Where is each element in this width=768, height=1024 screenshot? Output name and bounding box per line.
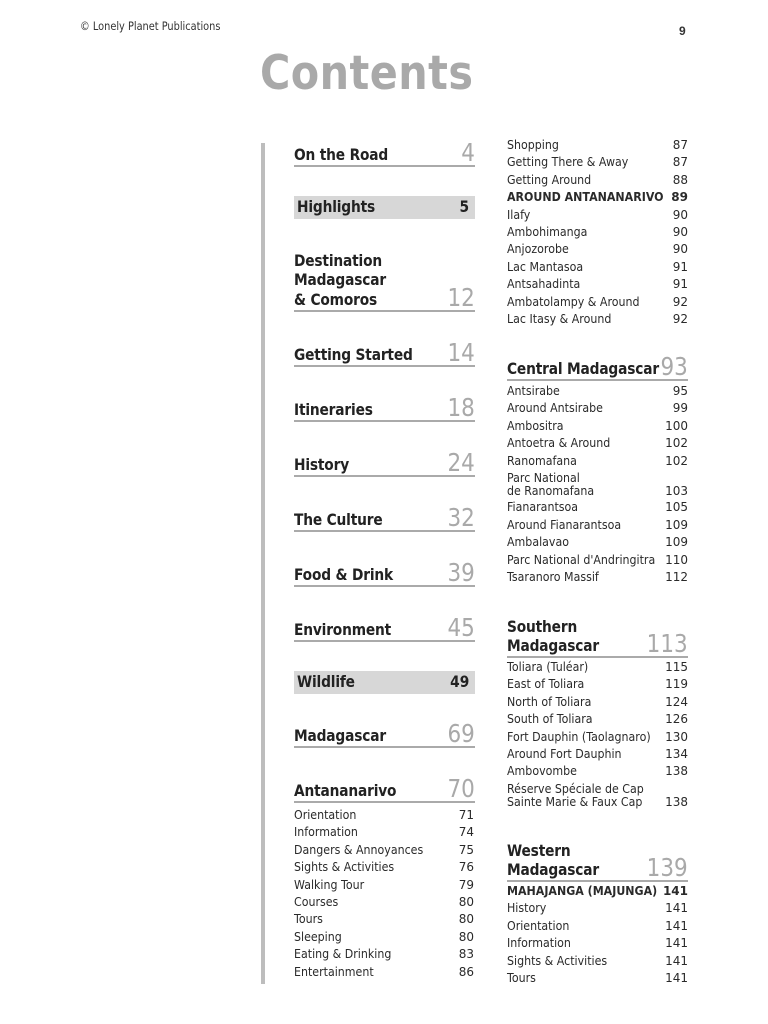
toc-entry[interactable]: [294, 964, 474, 981]
entry-page: 141: [662, 884, 688, 898]
entry-page: 95: [672, 384, 688, 398]
entry-title: Ambalavao: [507, 535, 569, 550]
toc-entry[interactable]: [507, 311, 688, 328]
toc-entry[interactable]: [294, 824, 474, 841]
entry-page: 88: [672, 172, 688, 187]
chapter-history[interactable]: [294, 450, 475, 477]
entry-page: 102: [665, 436, 688, 451]
chapter-highlights[interactable]: [294, 196, 475, 219]
entry-title: Orientation: [294, 808, 357, 822]
toc-entry[interactable]: [507, 781, 688, 811]
entry-title: Toliara (Tuléar): [507, 660, 589, 674]
entry-page: 141: [665, 953, 688, 968]
entry-page: 92: [672, 294, 688, 309]
chapter-page: 4: [461, 138, 475, 167]
entry-title: Réserve Spéciale de Cap Sainte Marie & Faux Cap: [507, 781, 644, 809]
entry-page: 80: [458, 894, 474, 909]
chapter-wildlife[interactable]: [294, 671, 475, 694]
chapter-page: 12: [447, 283, 475, 312]
chapter-title: History: [294, 455, 350, 474]
entry-title: Fianarantsoa: [507, 500, 579, 515]
entry-page: 102: [665, 453, 688, 468]
copyright-notice: © Lonely Planet Publications: [80, 19, 221, 33]
chapter-on-the-road[interactable]: [294, 140, 475, 167]
entry-title: Antsirabe: [507, 384, 560, 398]
toc-entry[interactable]: [507, 676, 688, 693]
toc-entry[interactable]: [507, 137, 688, 154]
chapter-central-madagascar[interactable]: [507, 353, 688, 381]
entry-title: Ambositra: [507, 418, 564, 433]
toc-entry[interactable]: [507, 259, 688, 276]
chapter-page: 139: [646, 853, 688, 882]
entry-title: AROUND ANTANANARIVO: [507, 190, 664, 205]
entry-title: North of Toliara: [507, 694, 592, 709]
toc-section-heading[interactable]: [507, 883, 688, 900]
chapter-page: 45: [447, 613, 475, 642]
entry-page: 83: [458, 947, 474, 962]
chapter-page: 5: [459, 197, 469, 216]
entry-title: Around Fort Dauphin: [507, 746, 622, 761]
toc-entry[interactable]: [507, 659, 688, 676]
entry-page: 71: [458, 808, 474, 822]
entry-title: East of Toliara: [507, 677, 585, 692]
entry-title: Antsahadinta: [507, 277, 581, 292]
entry-page: 141: [665, 918, 688, 933]
entry-title: Around Antsirabe: [507, 401, 603, 416]
toc-entry[interactable]: [507, 435, 688, 452]
toc-entry[interactable]: [294, 842, 474, 859]
entry-title: Tours: [507, 970, 536, 985]
chapter-page: 14: [447, 338, 475, 367]
chapter-title: Itineraries: [294, 400, 373, 419]
toc-entry[interactable]: [507, 154, 688, 171]
entry-page: 100: [665, 418, 688, 433]
entry-page: 75: [458, 842, 474, 857]
toc-entry[interactable]: [294, 946, 474, 963]
entry-page: 87: [672, 138, 688, 152]
entry-page: 80: [458, 912, 474, 927]
chapter-the-culture[interactable]: [294, 505, 475, 532]
entry-page: 126: [665, 712, 688, 727]
antananarivo-entries: [294, 807, 474, 981]
antananarivo-continued-entries: [507, 137, 688, 328]
entry-page: 138: [665, 764, 688, 779]
chapter-destination[interactable]: [294, 250, 475, 312]
entry-page: 90: [672, 224, 688, 239]
entry-title: Shopping: [507, 138, 559, 152]
chapter-getting-started[interactable]: [294, 340, 475, 367]
chapter-page: 24: [447, 448, 475, 477]
chapter-title: Western Madagascar: [507, 841, 599, 879]
chapter-title: Madagascar: [294, 726, 386, 745]
toc-entry[interactable]: [507, 224, 688, 241]
chapter-title: Getting Started: [294, 345, 413, 364]
toc-entry[interactable]: [507, 935, 688, 952]
toc-entry[interactable]: [507, 711, 688, 728]
chapter-page: 49: [449, 672, 469, 691]
entry-title: Ranomafana: [507, 453, 577, 468]
toc-entry[interactable]: [507, 400, 688, 417]
chapter-environment[interactable]: [294, 615, 475, 642]
toc-entry[interactable]: [507, 276, 688, 293]
toc-entry[interactable]: [507, 746, 688, 763]
chapter-title: Antananarivo: [294, 781, 397, 800]
entry-page: 90: [672, 242, 688, 257]
chapter-title: Highlights: [297, 197, 376, 216]
entry-page: 124: [665, 694, 688, 709]
toc-entry[interactable]: [507, 470, 688, 500]
chapter-page: 93: [660, 352, 688, 381]
toc-entry[interactable]: [507, 534, 688, 551]
entry-title: Anjozorobe: [507, 242, 569, 257]
entry-title: Sights & Activities: [507, 953, 608, 968]
toc-entry[interactable]: [507, 729, 688, 746]
chapter-title: Destination Madagascar & Comoros: [294, 250, 386, 309]
toc-entry[interactable]: [507, 569, 688, 586]
entry-title: Sights & Activities: [294, 860, 395, 875]
entry-page: 99: [672, 401, 688, 416]
chapter-title: Environment: [294, 620, 392, 639]
entry-page: 141: [665, 901, 688, 916]
entry-page: 90: [672, 207, 688, 222]
chapter-title: Southern Madagascar: [507, 617, 599, 655]
chapter-title: On the Road: [294, 145, 389, 164]
toc-entry[interactable]: [294, 911, 474, 928]
entry-page: 86: [458, 964, 474, 979]
entry-title: Lac Mantasoa: [507, 259, 584, 274]
entry-page: 141: [665, 970, 688, 985]
entry-page: 91: [672, 259, 688, 274]
western-entries: [507, 883, 688, 987]
toc-entry[interactable]: [294, 807, 474, 824]
entry-title: Antoetra & Around: [507, 436, 611, 451]
entry-title: MAHAJANGA (MAJUNGA): [507, 884, 658, 898]
entry-page: 91: [672, 277, 688, 292]
chapter-antananarivo[interactable]: [294, 776, 475, 803]
toc-entry[interactable]: [294, 894, 474, 911]
toc-entry[interactable]: [507, 970, 688, 987]
entry-title: Ambohimanga: [507, 224, 588, 239]
entry-title: Lac Itasy & Around: [507, 311, 612, 326]
chapter-page: 32: [447, 503, 475, 532]
toc-entry[interactable]: [507, 453, 688, 470]
toc-entry[interactable]: [294, 877, 474, 894]
entry-title: Getting Around: [507, 172, 592, 187]
chapter-page: 69: [447, 719, 475, 748]
entry-page: 141: [665, 936, 688, 951]
entry-title: Getting There & Away: [507, 155, 629, 170]
toc-entry[interactable]: [507, 953, 688, 970]
entry-title: Ilafy: [507, 207, 531, 222]
contents-rule: [261, 143, 265, 984]
entry-title: Ambatolampy & Around: [507, 294, 640, 309]
entry-page: 80: [458, 929, 474, 944]
entry-title: Sleeping: [294, 929, 342, 944]
entry-title: Parc National d'Andringitra: [507, 552, 656, 567]
toc-entry[interactable]: [507, 694, 688, 711]
entry-title: Dangers & Annoyances: [294, 842, 424, 857]
toc-entry[interactable]: [507, 517, 688, 534]
page-title: Contents: [260, 46, 474, 101]
entry-title: Courses: [294, 894, 339, 909]
entry-title: Fort Dauphin (Taolagnaro): [507, 729, 651, 744]
entry-title: Walking Tour: [294, 877, 365, 892]
entry-page: 79: [458, 877, 474, 892]
chapter-title: Central Madagascar: [507, 359, 659, 378]
entry-page: 76: [458, 860, 474, 875]
entry-page: 105: [665, 500, 688, 515]
toc-section-heading[interactable]: [507, 189, 688, 206]
chapter-page: 70: [447, 774, 475, 803]
entry-page: 115: [665, 660, 688, 674]
southern-entries: [507, 659, 688, 810]
entry-page: 74: [458, 825, 474, 840]
chapter-western-madagascar[interactable]: [507, 840, 688, 882]
entry-page: 109: [665, 517, 688, 532]
entry-title: Orientation: [507, 918, 570, 933]
entry-page: 134: [665, 746, 688, 761]
toc-entry[interactable]: [507, 918, 688, 935]
toc-entry[interactable]: [507, 900, 688, 917]
toc-entry[interactable]: [507, 207, 688, 224]
entry-title: Entertainment: [294, 964, 374, 979]
toc-entry[interactable]: [507, 499, 688, 516]
chapter-madagascar[interactable]: [294, 721, 475, 748]
chapter-food-drink[interactable]: [294, 560, 475, 587]
toc-entry[interactable]: [507, 172, 688, 189]
entry-title: Around Fianarantsoa: [507, 517, 622, 532]
toc-entry[interactable]: [507, 763, 688, 780]
chapter-page: 39: [447, 558, 475, 587]
chapter-title: The Culture: [294, 510, 383, 529]
entry-page: 119: [665, 677, 688, 692]
chapter-page: 113: [646, 629, 688, 658]
chapter-page: 18: [447, 393, 475, 422]
entry-title: Eating & Drinking: [294, 947, 392, 962]
chapter-itineraries[interactable]: [294, 395, 475, 422]
page-number: 9: [679, 24, 686, 38]
toc-entry[interactable]: [507, 383, 688, 400]
entry-page: 89: [671, 190, 688, 205]
entry-title: Parc National de Ranomafana: [507, 470, 595, 498]
entry-page: 103: [665, 484, 688, 499]
entry-title: History: [507, 901, 547, 916]
entry-page: 110: [665, 552, 688, 567]
entry-page: 138: [665, 795, 688, 810]
entry-title: Information: [294, 825, 358, 840]
chapter-title: Food & Drink: [294, 565, 393, 584]
toc-entry[interactable]: [507, 294, 688, 311]
entry-page: 109: [665, 535, 688, 550]
central-entries: [507, 383, 688, 586]
toc-entry[interactable]: [507, 418, 688, 435]
toc-entry[interactable]: [294, 859, 474, 876]
entry-page: 130: [665, 729, 688, 744]
entry-page: 87: [672, 155, 688, 170]
entry-title: Information: [507, 936, 571, 951]
entry-title: South of Toliara: [507, 712, 593, 727]
chapter-southern-madagascar[interactable]: [507, 616, 688, 658]
entry-title: Ambovombe: [507, 764, 577, 779]
toc-entry[interactable]: [294, 929, 474, 946]
entry-title: Tours: [294, 912, 323, 927]
toc-entry[interactable]: [507, 552, 688, 569]
entry-page: 92: [672, 311, 688, 326]
entry-page: 112: [665, 570, 688, 585]
chapter-title: Wildlife: [297, 672, 355, 691]
entry-title: Tsaranoro Massif: [507, 570, 599, 585]
toc-entry[interactable]: [507, 241, 688, 258]
